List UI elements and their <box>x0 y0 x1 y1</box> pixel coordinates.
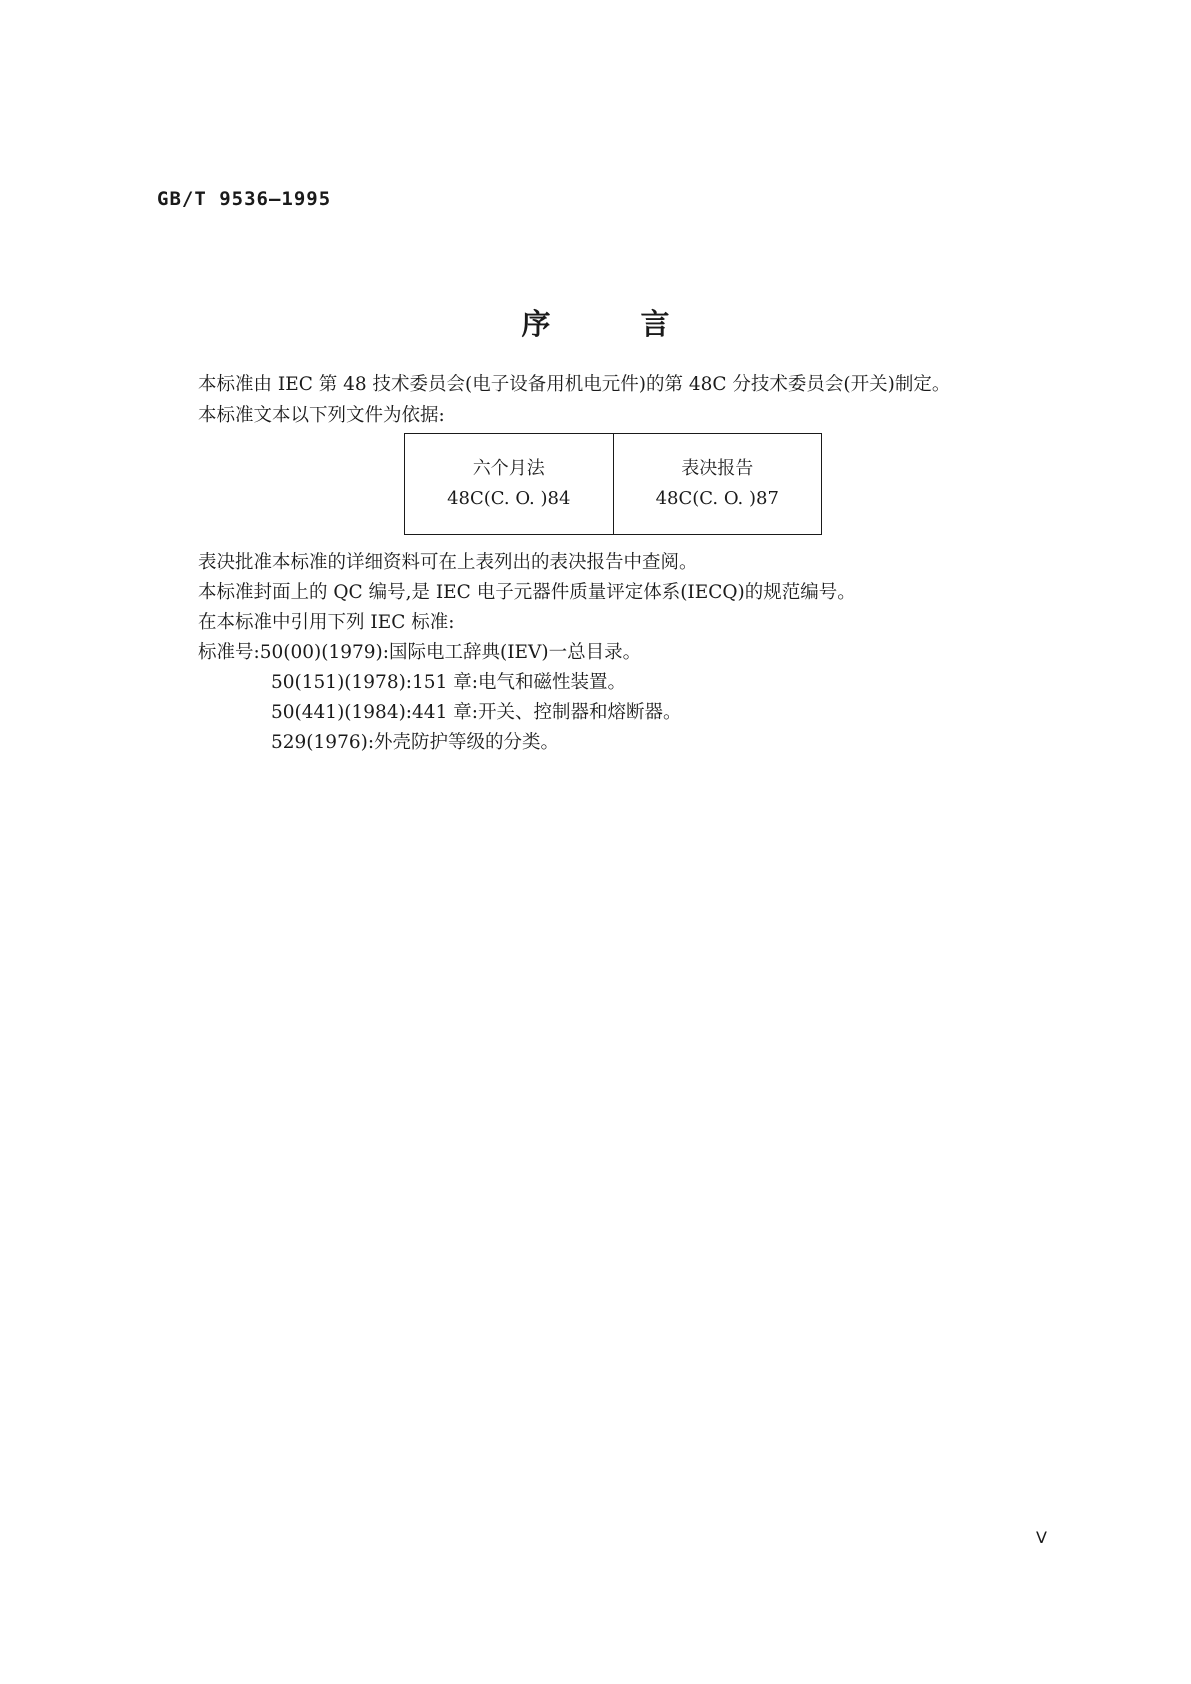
body-paragraph-1: 表决批准本标准的详细资料可在上表列出的表决报告中查阅。 <box>198 552 698 573</box>
basis-column-six-months <box>405 434 613 534</box>
basis-documents-table <box>404 433 822 535</box>
body-paragraph-2: 本标准封面上的 QC 编号,是 IEC 电子元器件质量评定体系(IECQ)的规范编号。 <box>198 582 856 603</box>
document-id: GB/T 9536—1995 <box>157 188 332 210</box>
basis-column-voting-report <box>613 434 822 534</box>
intro-paragraph-1: 本标准由 IEC 第 48 技术委员会(电子设备用机电元件)的第 48C 分技术委员会(开关)制定。 <box>198 374 951 395</box>
column-header: 六个月法 <box>472 458 545 479</box>
column-header: 表决报告 <box>681 458 754 479</box>
intro-paragraph-2: 本标准文本以下列文件为依据: <box>198 405 445 426</box>
reference-item: 50(441)(1984):441 章:开关、控制器和熔断器。 <box>271 702 682 723</box>
column-value: 48C(C. O. )84 <box>447 488 571 509</box>
reference-item: 标准号:50(00)(1979):国际电工辞典(IEV)一总目录。 <box>198 642 642 663</box>
body-paragraph-3: 在本标准中引用下列 IEC 标准: <box>198 612 455 633</box>
page-title <box>0 302 1191 343</box>
column-value: 48C(C. O. )87 <box>655 488 779 509</box>
title-char-left: 序 <box>521 307 551 341</box>
reference-item: 50(151)(1978):151 章:电气和磁性装置。 <box>271 672 626 693</box>
page-number: V <box>1036 1528 1047 1547</box>
reference-item: 529(1976):外壳防护等级的分类。 <box>271 732 560 753</box>
title-char-right: 言 <box>640 307 670 341</box>
